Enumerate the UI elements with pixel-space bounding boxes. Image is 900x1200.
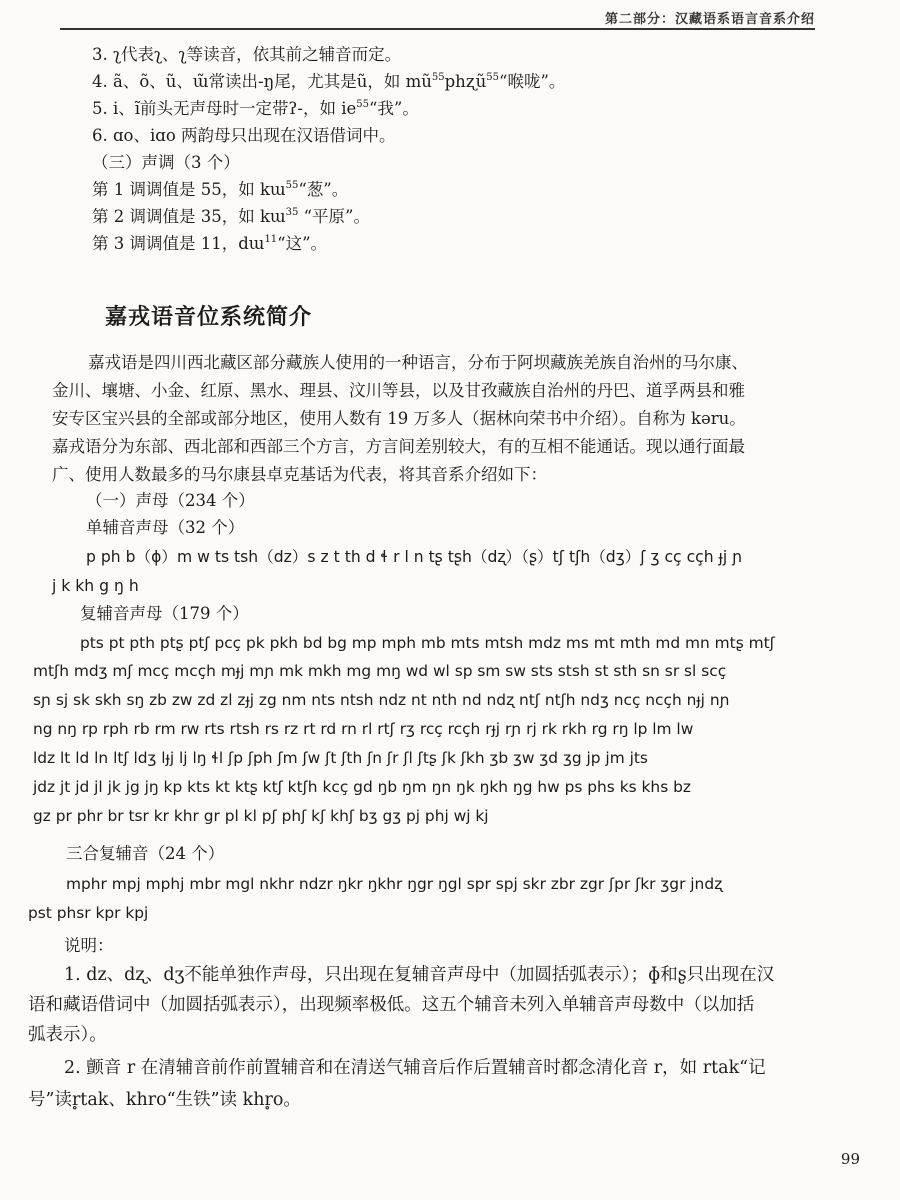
- tone-1-text: 第 1 调调值是 55，如 kɯ: [92, 180, 286, 199]
- note-4-word: phʐũ: [444, 72, 487, 91]
- intro-line: 嘉戎语是四川西北藏区部分藏族人使用的一种语言，分布于阿坝藏族羌族自治州的马尔康、: [88, 353, 748, 372]
- note-5-text: 5. i、ĩ前头无声母时一定带ʔ-，如 ie: [92, 99, 357, 118]
- tone-1: [92, 179, 348, 201]
- tone-3-text: 第 3 调调值是 11，dɯ: [92, 234, 265, 253]
- double-initials-heading: 复辅音声母（179 个）: [80, 604, 249, 623]
- intro-line: 安专区宝兴县的全部或部分地区，使用人数有 19 万多人（据林向荣书中介绍）。自称为 kəru。: [52, 409, 746, 428]
- tone-3: [92, 233, 327, 255]
- explanation-line: 2. 颤音 r 在清辅音前作前置辅音和在清送气辅音后作后置辅音时都念清化音 r，如 rtak“记: [64, 1058, 766, 1078]
- running-header: [60, 6, 815, 30]
- tone-superscript: 55: [356, 99, 369, 110]
- note-4-text: 4. ã、õ、ũ、ɯ̃常读出-ŋ尾，尤其是ũ，如 mũ: [92, 72, 432, 91]
- phoneme-line: pst phsr kpr kpj: [28, 904, 149, 922]
- tone-superscript: 35: [285, 207, 299, 218]
- header-title: 第二部分：汉藏语系语言音系介绍: [604, 12, 815, 27]
- tone-3-gloss: “这”。: [277, 234, 328, 253]
- tone-2-text: 第 2 调调值是 35，如 kɯ: [92, 207, 286, 226]
- note-5: [92, 98, 419, 120]
- explanation-line: 弧表示）。: [28, 1025, 107, 1045]
- triple-initials-heading: 三合复辅音（24 个）: [66, 844, 225, 863]
- tone-superscript: 11: [264, 234, 278, 245]
- phoneme-line: j k kh g ŋ h: [52, 577, 139, 595]
- intro-line: 广、使用人数最多的马尔康县卓克基话为代表，将其音系介绍如下：: [52, 465, 547, 484]
- phoneme-line: mphr mpj mphj mbr mgl nkhr ndzr ŋkr ŋkhr ŋgr ŋgl spr spj skr zbr zgr ʃpr ʃkr ʒgr jndʐ: [66, 875, 723, 893]
- phoneme-line: gz pr phr br tsr kr khr gr pl kl pʃ phʃ kʃ khʃ bʒ gʒ pj phj wj kj: [33, 807, 489, 825]
- section-title: 嘉戎语音位系统简介: [105, 304, 313, 330]
- intro-line: 金川、壤塘、小金、红原、黑水、理县、汶川等县，以及甘孜藏族自治州的丹巴、道孚两县和雅: [52, 381, 745, 400]
- phoneme-line: sɲ sj sk skh sŋ zb zw zd zl zɟj zg nm nts ntsh ndz nt nth nd ndʐ ntʃ ntʃh ndʒ ncç ncçh nɟj nɲ: [33, 691, 730, 709]
- phoneme-line: mtʃh mdʒ mʃ mcç mcçh mɟj mɲ mk mkh mg mŋ wd wl sp sm sw sts stsh st sth sn sr sl scç: [33, 662, 727, 680]
- explanation-line: 语和藏语借词中（加圆括弧表示），出现频率极低。这五个辅音未列入单辅音声母数中（以加括: [28, 995, 755, 1015]
- tone-1-gloss: “葱”。: [298, 180, 349, 199]
- explanation-heading: 说明：: [64, 936, 114, 955]
- tone-superscript: 55: [285, 180, 299, 191]
- page-number: 99: [840, 1150, 860, 1168]
- single-initials-heading: 单辅音声母（32 个）: [86, 518, 245, 537]
- phoneme-line: jdz jt jd jl jk jg jŋ kp kts kt ktʂ ktʃ ktʃh kcç gd ŋb ŋm ŋn ŋk ŋkh ŋg hw ps phs ks khs bz: [33, 778, 691, 796]
- note-4-gloss: “喉咙”。: [499, 72, 566, 91]
- tones-heading: （三）声调（3 个）: [92, 153, 240, 172]
- phoneme-line: pts pt pth ptʂ ptʃ pcç pk pkh bd bg mp mph mb mts mtsh mdz ms mt mth md mn mtʂ mtʃ: [80, 634, 775, 652]
- tone-superscript: 55: [431, 72, 445, 83]
- note-5-gloss: “我”。: [368, 99, 419, 118]
- intro-line: 嘉戎语分为东部、西北部和西部三个方言，方言间差别较大，有的互相不能通话。现以通行面最: [52, 437, 745, 456]
- phoneme-line: ldz lt ld ln ltʃ ldʒ lɟj lj lŋ ɬl ʃp ʃph ʃm ʃw ʃt ʃth ʃn ʃr ʃl ʃtʂ ʃk ʃkh ʒb ʒw ʒd ʒg jp jm jts: [33, 749, 648, 767]
- tone-2-gloss: “平原”。: [298, 207, 370, 226]
- note-3: 3. ʅ代表ʅ、ʅ等读音，依其前之辅音而定。: [92, 45, 402, 64]
- phoneme-line: p ph b（ɸ）m w ts tsh（dz）s z t th d ɬ r l n tʂ tʂh（dʐ）（ʂ）tʃ tʃh（dʒ）ʃ ʒ cç cçh ɟj ɲ: [86, 548, 743, 566]
- initials-heading: （一）声母（234 个）: [86, 491, 255, 510]
- tone-2: [92, 206, 370, 228]
- phoneme-line: ng nŋ rp rph rb rm rw rts rtsh rs rz rt rd rn rl rtʃ rʒ rcç rcçh rɟj rɲ rj rk rkh rg rŋ lp lm lw: [33, 720, 694, 738]
- explanation-line: 1. dz、dʐ、dʒ不能单独作声母，只出现在复辅音声母中（加圆括弧表示）；ɸ和ʂ只出现在汉: [64, 965, 775, 985]
- note-4: [92, 71, 565, 93]
- note-6: 6. ɑo、iɑo 两韵母只出现在汉语借词中。: [92, 126, 396, 145]
- tone-superscript: 55: [486, 72, 500, 83]
- explanation-line: 号”读r̥tak、khro“生铁”读 khr̥o。: [28, 1090, 301, 1110]
